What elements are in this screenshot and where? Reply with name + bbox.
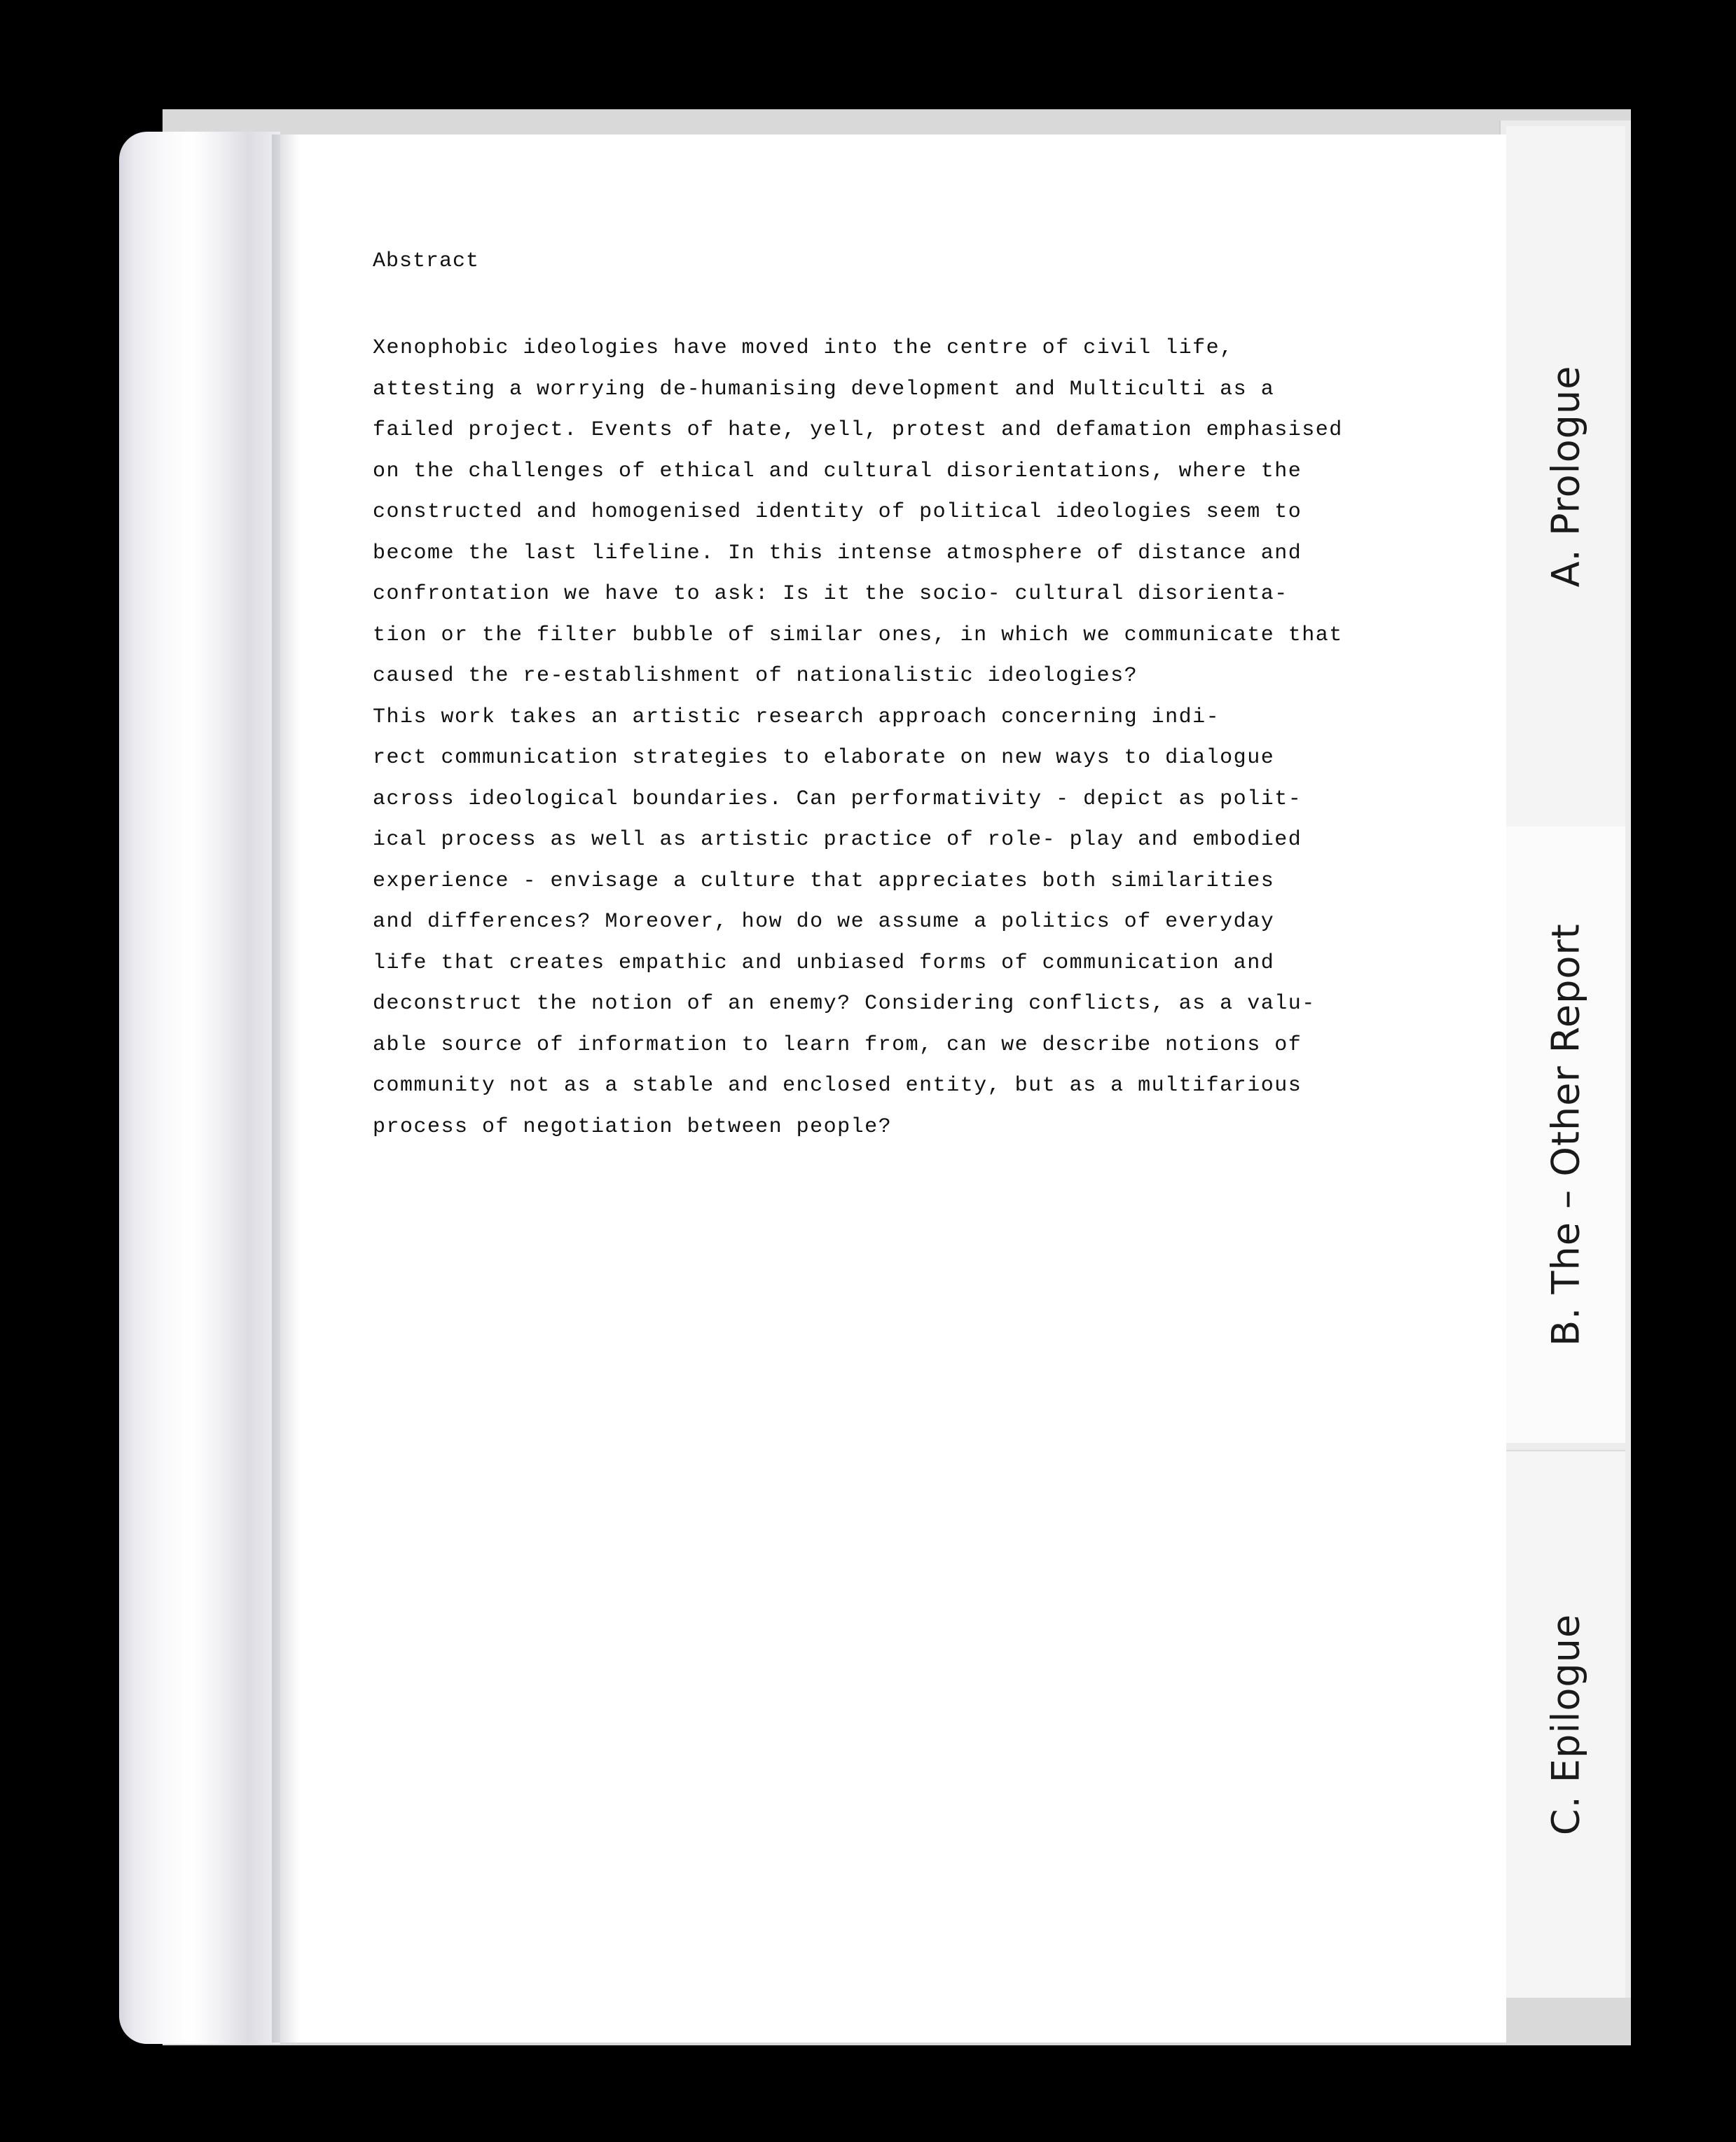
abstract-section [373, 249, 1343, 1147]
abstract-line: process of negotiation between people? [373, 1114, 893, 1139]
tab-epilogue[interactable] [1506, 1450, 1625, 1998]
tab-prologue[interactable] [1506, 126, 1625, 827]
abstract-line: caused the re-establishment of nationalistic ideologies? [373, 664, 1138, 688]
abstract-line: and differences? Moreover, how do we assume a politics of everyday [373, 910, 1275, 934]
abstract-line: deconstruct the notion of an enemy? Considering conflicts, as a valu- [373, 992, 1316, 1016]
abstract-line: ical process as well as artistic practice of role- play and embodied [373, 828, 1302, 852]
abstract-line: constructed and homogenised identity of political ideologies seem to [373, 500, 1302, 524]
abstract-line: Xenophobic ideologies have moved into the centre of civil life, [373, 336, 1234, 360]
tab-other-report-label: B. The – Other Report [1543, 923, 1588, 1346]
abstract-line: rect communication strategies to elaborate on new ways to dialogue [373, 746, 1275, 770]
abstract-line: failed project. Events of hate, yell, protest and defamation emphasised [373, 418, 1343, 442]
abstract-line: experience - envisage a culture that appreciates both similarities [373, 869, 1275, 893]
tab-epilogue-label: C. Epilogue [1543, 1613, 1588, 1836]
abstract-line: able source of information to learn from, can we describe notions of [373, 1032, 1302, 1057]
abstract-body [373, 328, 1343, 1147]
abstract-line: become the last lifeline. In this intense atmosphere of distance and [373, 541, 1302, 565]
abstract-line: community not as a stable and enclosed entity, but as a multifarious [373, 1074, 1302, 1098]
abstract-heading: Abstract [373, 249, 480, 273]
abstract-line: tion or the filter bubble of similar ones, in which we communicate that [373, 623, 1343, 647]
page-curl [119, 132, 280, 2044]
page-curl-shadow [272, 134, 300, 2043]
abstract-line: This work takes an artistic research approach concerning indi- [373, 705, 1220, 729]
abstract-line: confrontation we have to ask: Is it the socio- cultural disorienta- [373, 582, 1288, 606]
tab-other-report[interactable] [1506, 827, 1625, 1443]
abstract-line: life that creates empathic and unbiased forms of communication and [373, 951, 1275, 975]
abstract-line: across ideological boundaries. Can performativity - depict as polit- [373, 787, 1302, 811]
abstract-line: on the challenges of ethical and cultural disorientations, where the [373, 459, 1302, 483]
tab-prologue-label: A. Prologue [1543, 365, 1588, 588]
abstract-line: attesting a worrying de-humanising development and Multiculti as a [373, 377, 1275, 401]
